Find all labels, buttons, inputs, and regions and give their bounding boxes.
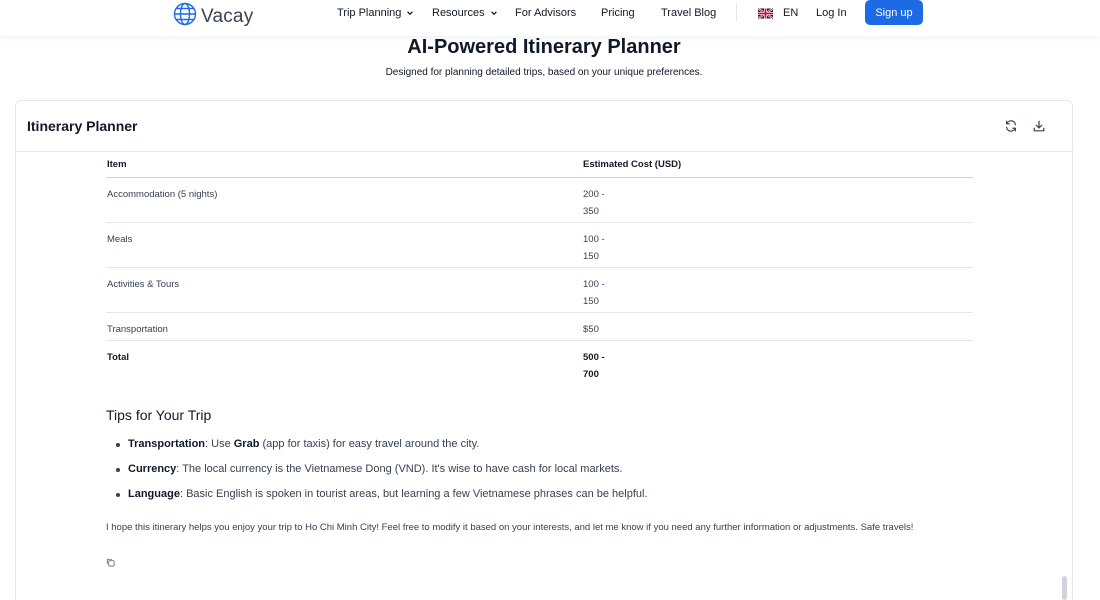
- closing-message: I hope this itinerary helps you enjoy your trip to Ho Chi Minh City! Feel free to modify it based on your interests, and let me know if you need any further information or adjustments. Safe travels!: [106, 522, 914, 533]
- cost-line: 700: [583, 368, 599, 380]
- list-item: [106, 463, 648, 488]
- nav-trip-planning[interactable]: [337, 7, 414, 19]
- tip-text: : Use: [205, 438, 234, 450]
- cost-cell: [582, 222, 973, 267]
- nav-pricing[interactable]: [601, 7, 635, 19]
- cost-line: 100 -: [583, 233, 605, 245]
- total-cost-cell: [582, 340, 973, 385]
- cost-cell: [582, 267, 973, 312]
- cost-line: 500 -: [583, 351, 605, 363]
- cost-line: 150: [583, 295, 599, 307]
- tip-label: Transportation: [128, 438, 206, 450]
- language-selector[interactable]: [758, 7, 798, 19]
- tips-list: [106, 438, 648, 513]
- chevron-down-icon: [406, 9, 414, 17]
- tip-label: Language: [128, 488, 180, 500]
- cost-line: 200 -: [583, 188, 605, 200]
- tips-title: Tips for Your Trip: [106, 407, 212, 423]
- nav-resources-label: Resources: [432, 7, 485, 19]
- uk-flag-icon: [758, 8, 773, 19]
- cost-table: [106, 152, 973, 385]
- item-cell: Activities & Tours: [106, 267, 582, 312]
- table-row: [106, 267, 973, 312]
- signup-button[interactable]: Sign up: [865, 0, 923, 25]
- nav-trip-planning-label: Trip Planning: [337, 7, 402, 19]
- list-item: [106, 438, 648, 463]
- nav-for-advisors[interactable]: [515, 7, 576, 19]
- list-item: [106, 488, 648, 513]
- total-label: Total: [107, 351, 129, 363]
- scrollbar-thumb[interactable]: [1062, 576, 1067, 600]
- cost-cell: [582, 312, 973, 340]
- item-cell: Transportation: [106, 312, 582, 340]
- chevron-down-icon: [490, 9, 498, 17]
- page-subtitle: Designed for planning detailed trips, based on your unique preferences.: [385, 67, 703, 78]
- globe-icon: [173, 2, 197, 31]
- nav-for-advisors-label: For Advisors: [515, 7, 577, 19]
- table-total-row: [106, 340, 973, 385]
- cost-line: 150: [583, 250, 599, 262]
- tip-text: : The local currency is the Vietnamese Dong (VND). It's wise to have cash for local markets.: [176, 463, 623, 475]
- table-row: [106, 177, 973, 222]
- nav-travel-blog-label: Travel Blog: [661, 7, 717, 19]
- itinerary-card: [15, 100, 1073, 600]
- table-row: [106, 312, 973, 340]
- cost-line: 350: [583, 205, 599, 217]
- tip-text: (app for taxis) for easy travel around the city.: [259, 438, 480, 450]
- cost-line: 100 -: [583, 278, 605, 290]
- item-cell: Meals: [106, 222, 582, 267]
- tip-bold: Grab: [233, 438, 260, 450]
- card-header: [16, 101, 1074, 152]
- item-cell: Accommodation (5 nights): [106, 177, 582, 222]
- top-nav: [0, 0, 1100, 36]
- nav-pricing-label: Pricing: [601, 7, 635, 19]
- cost-cell: [582, 177, 973, 222]
- copy-icon[interactable]: [106, 554, 115, 563]
- column-header-cost: Estimated Cost (USD): [582, 152, 973, 177]
- login-link[interactable]: Log In: [816, 7, 847, 19]
- tip-label: Currency: [128, 463, 177, 475]
- refresh-icon[interactable]: [1004, 119, 1018, 133]
- cost-line: $50: [583, 323, 599, 335]
- logo[interactable]: [173, 2, 253, 31]
- column-header-item: Item: [106, 152, 582, 177]
- card-title: Itinerary Planner: [27, 118, 138, 134]
- table-header-row: [106, 152, 973, 177]
- download-icon[interactable]: [1032, 119, 1046, 133]
- page-title: AI-Powered Itinerary Planner: [407, 36, 681, 58]
- table-row: [106, 222, 973, 267]
- logo-text: Vacay: [201, 5, 254, 27]
- language-label: EN: [783, 7, 799, 19]
- tip-text: : Basic English is spoken in tourist areas, but learning a few Vietnamese phrases can be helpful.: [179, 488, 648, 500]
- nav-divider: [736, 4, 737, 22]
- nav-travel-blog[interactable]: [661, 7, 716, 19]
- nav-resources[interactable]: [432, 7, 498, 19]
